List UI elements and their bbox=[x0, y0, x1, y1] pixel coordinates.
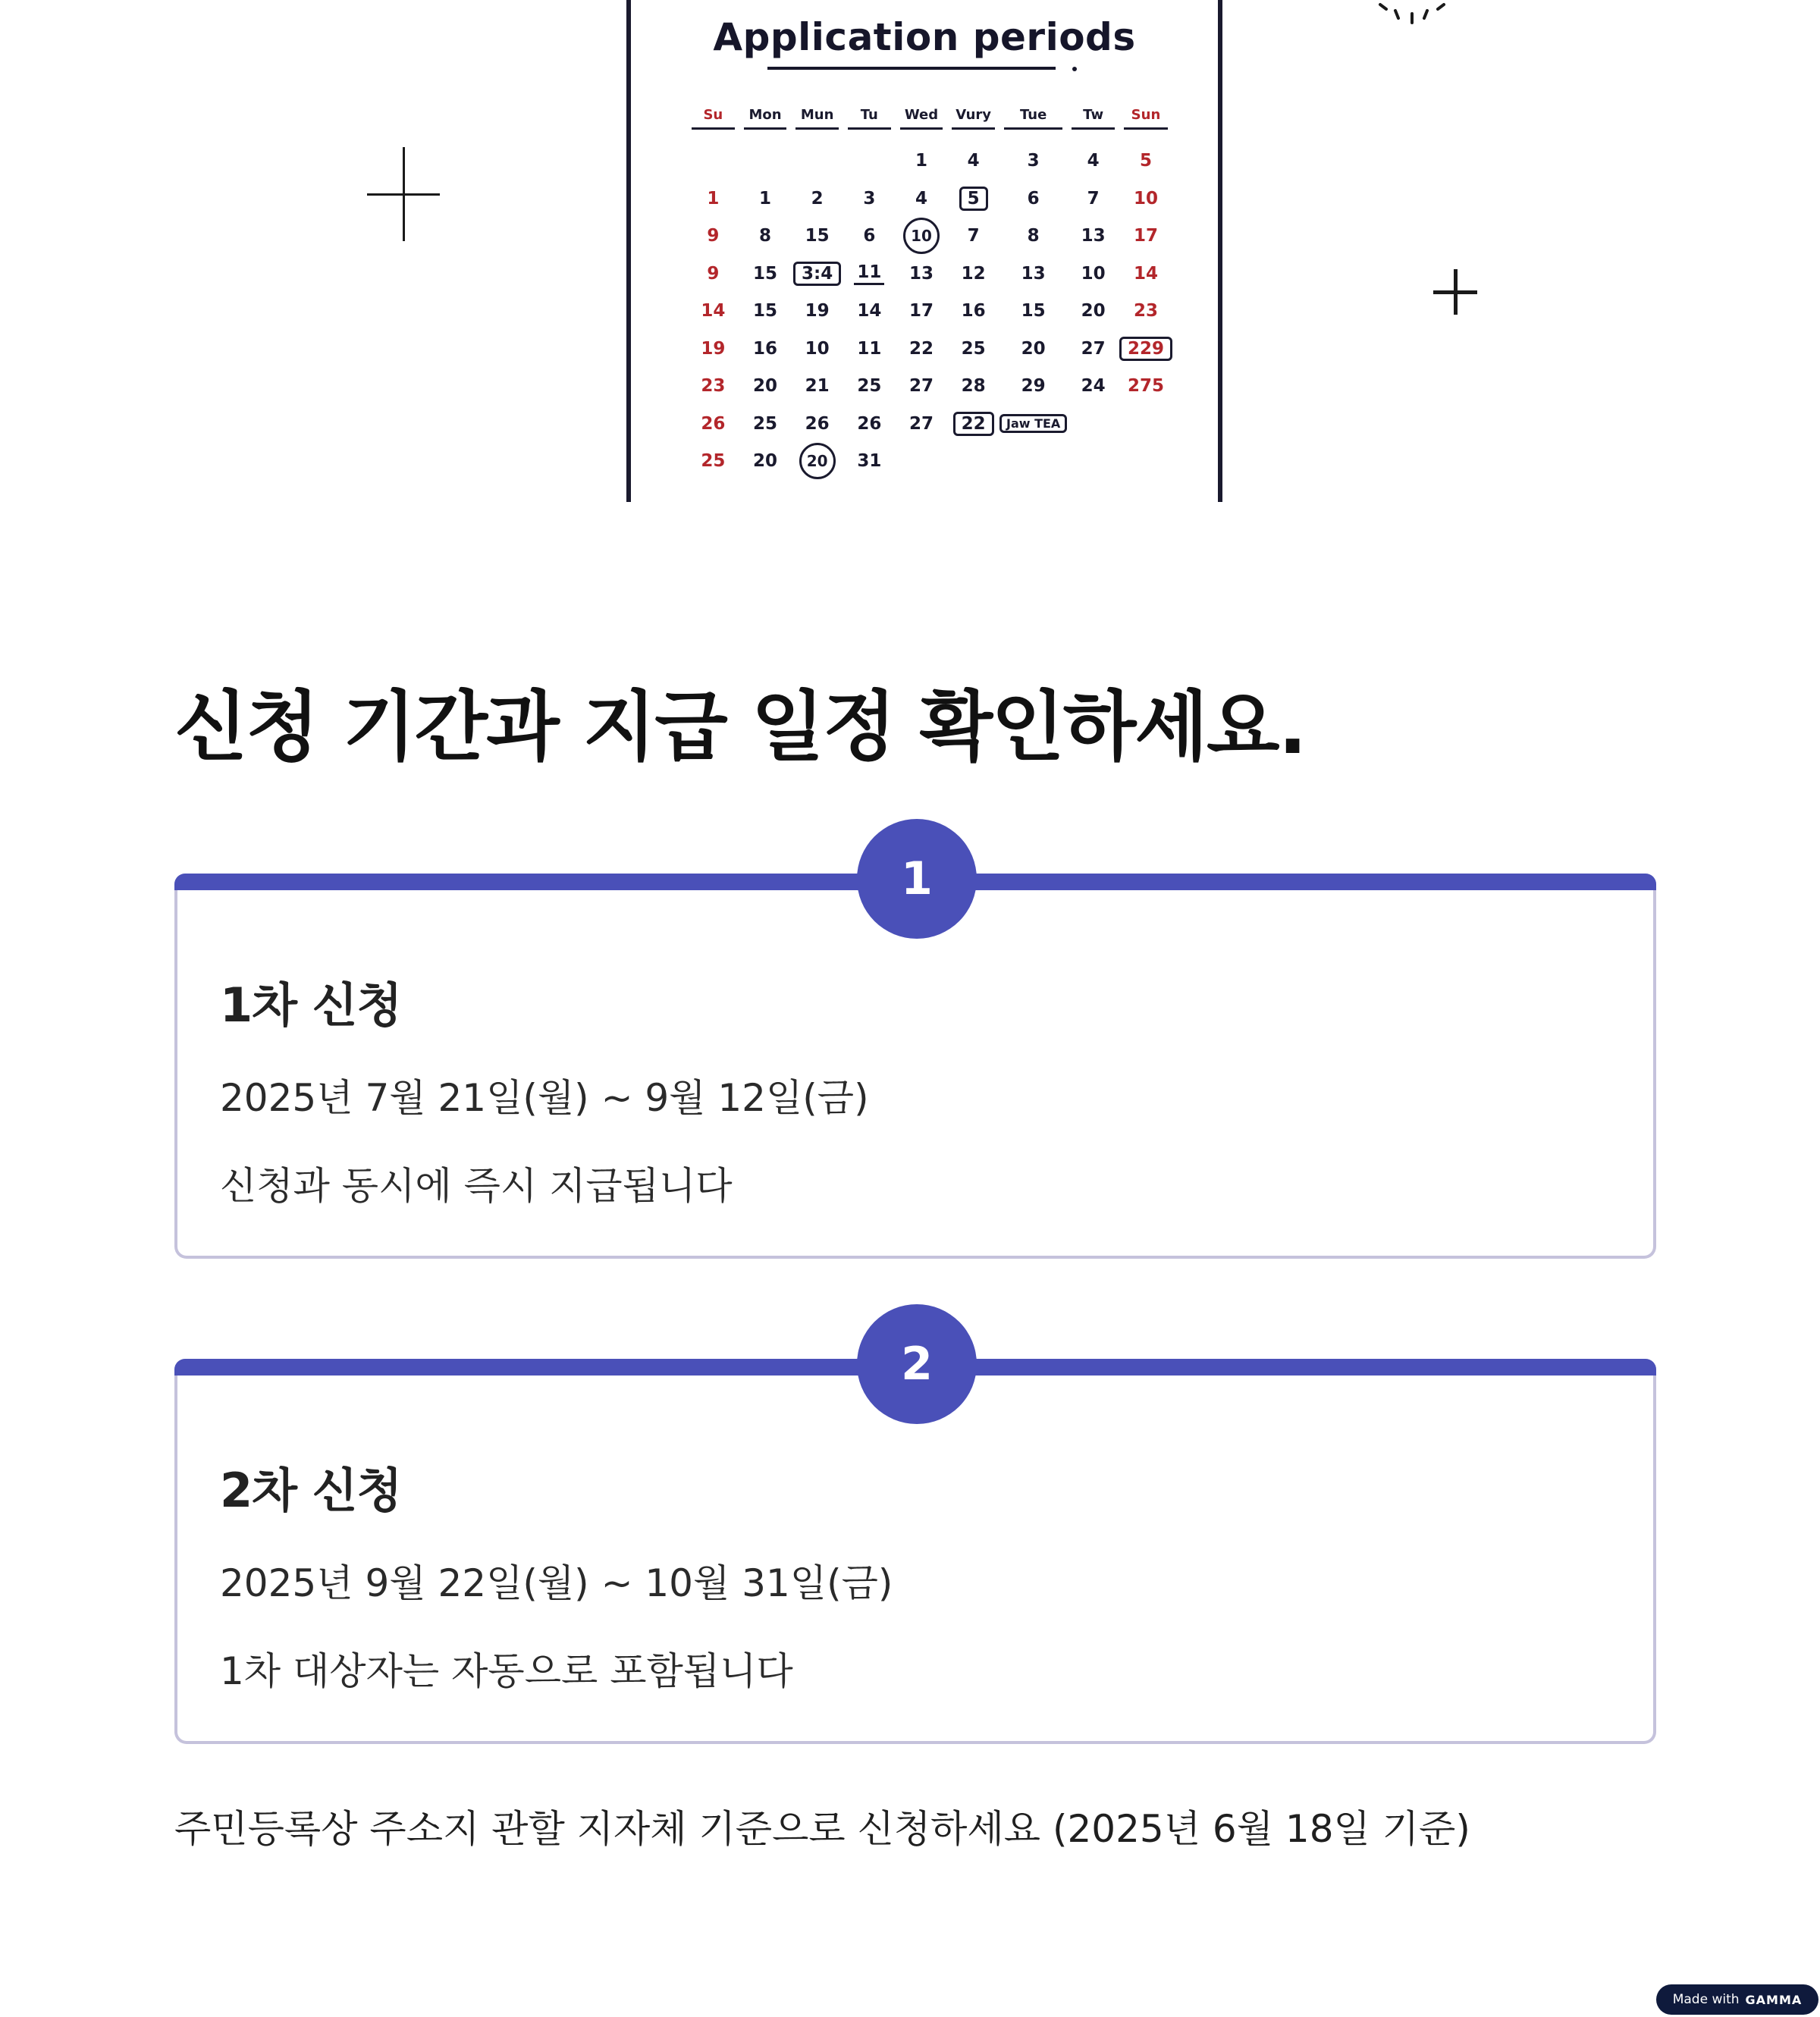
calendar-day bbox=[999, 143, 1067, 180]
calendar-day-number: 27 bbox=[908, 413, 934, 434]
calendar-day-number: 31 bbox=[857, 451, 882, 472]
calendar-day bbox=[947, 143, 999, 180]
calendar-day bbox=[947, 293, 999, 331]
calendar-day bbox=[739, 405, 792, 443]
calendar-day bbox=[999, 405, 1067, 443]
calendar-day bbox=[843, 405, 896, 443]
calendar-day-number bbox=[1090, 423, 1097, 425]
calendar-day bbox=[1067, 218, 1119, 256]
calendar-day-number: 6 bbox=[863, 226, 876, 246]
step-number-badge: 2 bbox=[857, 1304, 977, 1424]
calendar-day-number: 26 bbox=[701, 413, 726, 434]
calendar-day-number: 10 bbox=[903, 218, 940, 254]
calendar-day bbox=[843, 443, 896, 481]
calendar-day bbox=[791, 330, 843, 368]
calendar-day bbox=[1067, 443, 1119, 481]
calendar-day bbox=[739, 368, 792, 406]
calendar-day-number: 25 bbox=[701, 451, 726, 472]
calendar-day bbox=[999, 180, 1067, 218]
calendar-day bbox=[791, 293, 843, 331]
calendar-grid bbox=[687, 105, 1172, 480]
calendar-day bbox=[896, 368, 948, 406]
calendar-day-number bbox=[1031, 460, 1037, 462]
calendar-day-number: 24 bbox=[1081, 376, 1106, 397]
step-period: 2025년 7월 21일(월) ~ 9월 12일(금) bbox=[220, 1076, 869, 1120]
calendar-day bbox=[1119, 330, 1172, 368]
calendar-day bbox=[999, 330, 1067, 368]
calendar-day-number: 19 bbox=[701, 338, 726, 359]
calendar-day-number: 6 bbox=[1027, 188, 1040, 209]
calendar-day bbox=[843, 368, 896, 406]
calendar-day bbox=[1067, 293, 1119, 331]
calendar-day bbox=[791, 180, 843, 218]
calendar-day bbox=[687, 180, 739, 218]
calendar-day-number: 17 bbox=[908, 301, 934, 322]
calendar-day-number: 28 bbox=[961, 376, 986, 397]
step-number-badge: 1 bbox=[857, 819, 977, 939]
calendar-day-number: 22 bbox=[953, 412, 994, 436]
calendar-day-number: 10 bbox=[805, 338, 830, 359]
step-card-1 bbox=[174, 852, 1656, 1259]
calendar-day bbox=[896, 143, 948, 180]
calendar-day bbox=[999, 255, 1067, 293]
calendar-weekday-header: Tu bbox=[848, 105, 891, 130]
calendar-day-number: 15 bbox=[1021, 301, 1046, 322]
calendar-day-number: 2 bbox=[811, 188, 824, 209]
calendar-day bbox=[791, 443, 843, 481]
calendar-day-number: 25 bbox=[857, 376, 882, 397]
calendar-day bbox=[739, 293, 792, 331]
made-with-label: Made with bbox=[1672, 1992, 1740, 2007]
calendar-day bbox=[999, 218, 1067, 256]
calendar-day bbox=[999, 443, 1067, 481]
calendar-day-number: 25 bbox=[961, 338, 986, 359]
calendar-day-number: 7 bbox=[1087, 188, 1100, 209]
calendar-day-number: 3 bbox=[863, 188, 876, 209]
calendar-day-number: Jaw TEA bbox=[999, 414, 1067, 433]
calendar-day-number: 13 bbox=[1021, 263, 1046, 284]
calendar-day bbox=[896, 293, 948, 331]
calendar-day bbox=[791, 255, 843, 293]
calendar-day bbox=[687, 143, 739, 180]
calendar-day-number: 8 bbox=[758, 226, 771, 246]
calendar-weekday-header: Vury bbox=[952, 105, 995, 130]
step-title: 2차 신청 bbox=[220, 1463, 402, 1518]
calendar-weekday-header: Tw bbox=[1072, 105, 1115, 130]
page-title: 신청 기간과 지급 일정 확인하세요. bbox=[174, 682, 1306, 771]
calendar-day bbox=[791, 143, 843, 180]
calendar-day-number: 10 bbox=[1081, 263, 1106, 284]
calendar-weekday-header: Tue bbox=[1004, 105, 1062, 130]
calendar-day-number: 1 bbox=[707, 188, 720, 209]
calendar-day-number: 9 bbox=[707, 263, 720, 284]
calendar-weekday-header: Mun bbox=[795, 105, 839, 130]
calendar-day-number: 13 bbox=[908, 263, 934, 284]
calendar-day bbox=[896, 330, 948, 368]
calendar-day bbox=[687, 330, 739, 368]
calendar-day bbox=[1119, 405, 1172, 443]
calendar-day-number: 4 bbox=[1087, 151, 1100, 171]
calendar-day bbox=[687, 218, 739, 256]
calendar-day bbox=[843, 218, 896, 256]
calendar-day bbox=[947, 330, 999, 368]
calendar-day-number: 26 bbox=[805, 413, 830, 434]
step-title: 1차 신청 bbox=[220, 977, 402, 1033]
calendar-day bbox=[843, 143, 896, 180]
calendar-day bbox=[999, 368, 1067, 406]
calendar-day bbox=[1119, 443, 1172, 481]
calendar-day bbox=[1119, 255, 1172, 293]
calendar-day bbox=[947, 180, 999, 218]
calendar-weekday-header: Su bbox=[692, 105, 735, 130]
calendar-day-number: 17 bbox=[1133, 226, 1158, 246]
calendar-day-number: 14 bbox=[857, 301, 882, 322]
calendar-day-number: 9 bbox=[707, 226, 720, 246]
calendar-day-number: 229 bbox=[1119, 337, 1172, 361]
calendar-day-number: 1 bbox=[758, 188, 771, 209]
calendar-day-number: 15 bbox=[805, 226, 830, 246]
calendar-day bbox=[896, 443, 948, 481]
calendar-day bbox=[843, 330, 896, 368]
calendar-day-number: 12 bbox=[961, 263, 986, 284]
calendar-day bbox=[739, 255, 792, 293]
calendar-title: Application periods bbox=[713, 15, 1136, 59]
calendar-day-number: 5 bbox=[1139, 151, 1152, 171]
calendar-poster bbox=[626, 0, 1222, 502]
calendar-weekday-header: Sun bbox=[1124, 105, 1168, 130]
calendar-day bbox=[687, 255, 739, 293]
plus-decoration-icon bbox=[367, 147, 440, 241]
plus-decoration-icon bbox=[1433, 269, 1477, 315]
calendar-day-number bbox=[710, 160, 716, 162]
calendar-day bbox=[896, 218, 948, 256]
calendar-day-number bbox=[866, 160, 872, 162]
calendar-day bbox=[791, 368, 843, 406]
calendar-day-number: 23 bbox=[1133, 301, 1158, 322]
calendar-day bbox=[1067, 330, 1119, 368]
calendar-day bbox=[687, 443, 739, 481]
hero-illustration bbox=[0, 0, 1820, 502]
calendar-day-number bbox=[1143, 460, 1149, 462]
calendar-day bbox=[947, 218, 999, 256]
calendar-day-number: 15 bbox=[752, 263, 777, 284]
calendar-day bbox=[687, 405, 739, 443]
calendar-day-number: 20 bbox=[1081, 301, 1106, 322]
calendar-day-number: 5 bbox=[959, 187, 988, 211]
calendar-day bbox=[739, 330, 792, 368]
calendar-day bbox=[947, 368, 999, 406]
calendar-day-number: 8 bbox=[1027, 226, 1040, 246]
calendar-day bbox=[1119, 368, 1172, 406]
calendar-day-number bbox=[1143, 423, 1149, 425]
calendar-day-number: 13 bbox=[1081, 226, 1106, 246]
calendar-day bbox=[687, 368, 739, 406]
calendar-day-number bbox=[971, 460, 977, 462]
calendar-day-number: 7 bbox=[967, 226, 980, 246]
calendar-day bbox=[843, 255, 896, 293]
calendar-day-number: 19 bbox=[805, 301, 830, 322]
gamma-logo: GAMMA bbox=[1745, 1992, 1803, 2007]
step-period: 2025년 9월 22일(월) ~ 10월 31일(금) bbox=[220, 1561, 893, 1605]
calendar-day bbox=[1067, 180, 1119, 218]
calendar-day-number bbox=[1090, 460, 1097, 462]
calendar-day-number: 275 bbox=[1127, 376, 1164, 397]
calendar-day-number: 20 bbox=[799, 443, 836, 479]
calendar-day bbox=[843, 293, 896, 331]
calendar-day bbox=[947, 443, 999, 481]
calendar-day bbox=[947, 405, 999, 443]
calendar-day-number: 26 bbox=[857, 413, 882, 434]
calendar-day-number: 25 bbox=[752, 413, 777, 434]
calendar-day-number: 20 bbox=[752, 376, 777, 397]
calendar-day-number: 23 bbox=[701, 376, 726, 397]
calendar-day bbox=[1119, 180, 1172, 218]
calendar-day-number bbox=[762, 160, 768, 162]
calendar-day bbox=[739, 443, 792, 481]
calendar-day bbox=[1119, 143, 1172, 180]
sparkle-icon bbox=[1373, 0, 1456, 26]
calendar-weekday-header: Wed bbox=[900, 105, 943, 130]
calendar-day bbox=[1067, 368, 1119, 406]
calendar-day-number: 4 bbox=[915, 188, 927, 209]
calendar-day-number: 20 bbox=[1021, 338, 1046, 359]
calendar-day bbox=[739, 143, 792, 180]
calendar-day-number bbox=[814, 160, 821, 162]
made-with-gamma-badge[interactable] bbox=[1656, 1984, 1818, 2015]
calendar-title-underline bbox=[767, 67, 1056, 70]
calendar-day bbox=[896, 255, 948, 293]
calendar-day-number: 16 bbox=[961, 301, 986, 322]
calendar-day-number: 3:4 bbox=[793, 262, 841, 286]
calendar-weekday-header: Mon bbox=[744, 105, 787, 130]
calendar-day bbox=[843, 180, 896, 218]
calendar-title-dot bbox=[1072, 67, 1077, 71]
calendar-day-number: 22 bbox=[908, 338, 934, 359]
calendar-day-number: 1 bbox=[915, 151, 927, 171]
calendar-day-number: 20 bbox=[752, 451, 777, 472]
calendar-day bbox=[739, 218, 792, 256]
calendar-day-number bbox=[918, 460, 924, 462]
calendar-day bbox=[947, 255, 999, 293]
calendar-day-number: 3 bbox=[1027, 151, 1040, 171]
calendar-day-number: 21 bbox=[805, 376, 830, 397]
calendar-day bbox=[791, 405, 843, 443]
calendar-day bbox=[896, 405, 948, 443]
calendar-day bbox=[896, 180, 948, 218]
calendar-day bbox=[1119, 218, 1172, 256]
calendar-day bbox=[1067, 143, 1119, 180]
calendar-day-number: 4 bbox=[967, 151, 980, 171]
calendar-day bbox=[739, 180, 792, 218]
calendar-day-number: 14 bbox=[1133, 263, 1158, 284]
calendar-day-number: 15 bbox=[752, 301, 777, 322]
calendar-day bbox=[791, 218, 843, 256]
calendar-day bbox=[999, 293, 1067, 331]
calendar-day bbox=[687, 293, 739, 331]
step-note: 신청과 동시에 즉시 지급됩니다 bbox=[220, 1164, 733, 1208]
calendar-day-number: 14 bbox=[701, 301, 726, 322]
calendar-day bbox=[1067, 405, 1119, 443]
calendar-day-number: 11 bbox=[857, 338, 882, 359]
address-criteria-note: 주민등록상 주소지 관할 지자체 기준으로 신청하세요 (2025년 6월 18일 기준) bbox=[174, 1807, 1470, 1851]
calendar-day bbox=[1067, 255, 1119, 293]
calendar-day-number: 27 bbox=[908, 376, 934, 397]
calendar-day-number: 11 bbox=[854, 262, 884, 285]
calendar-day bbox=[1119, 293, 1172, 331]
step-card-2 bbox=[174, 1338, 1656, 1744]
calendar-day-number: 10 bbox=[1133, 188, 1158, 209]
calendar-day-number: 29 bbox=[1021, 376, 1046, 397]
step-note: 1차 대상자는 자동으로 포함됩니다 bbox=[220, 1649, 793, 1693]
calendar-day-number: 27 bbox=[1081, 338, 1106, 359]
calendar-day-number: 16 bbox=[752, 338, 777, 359]
